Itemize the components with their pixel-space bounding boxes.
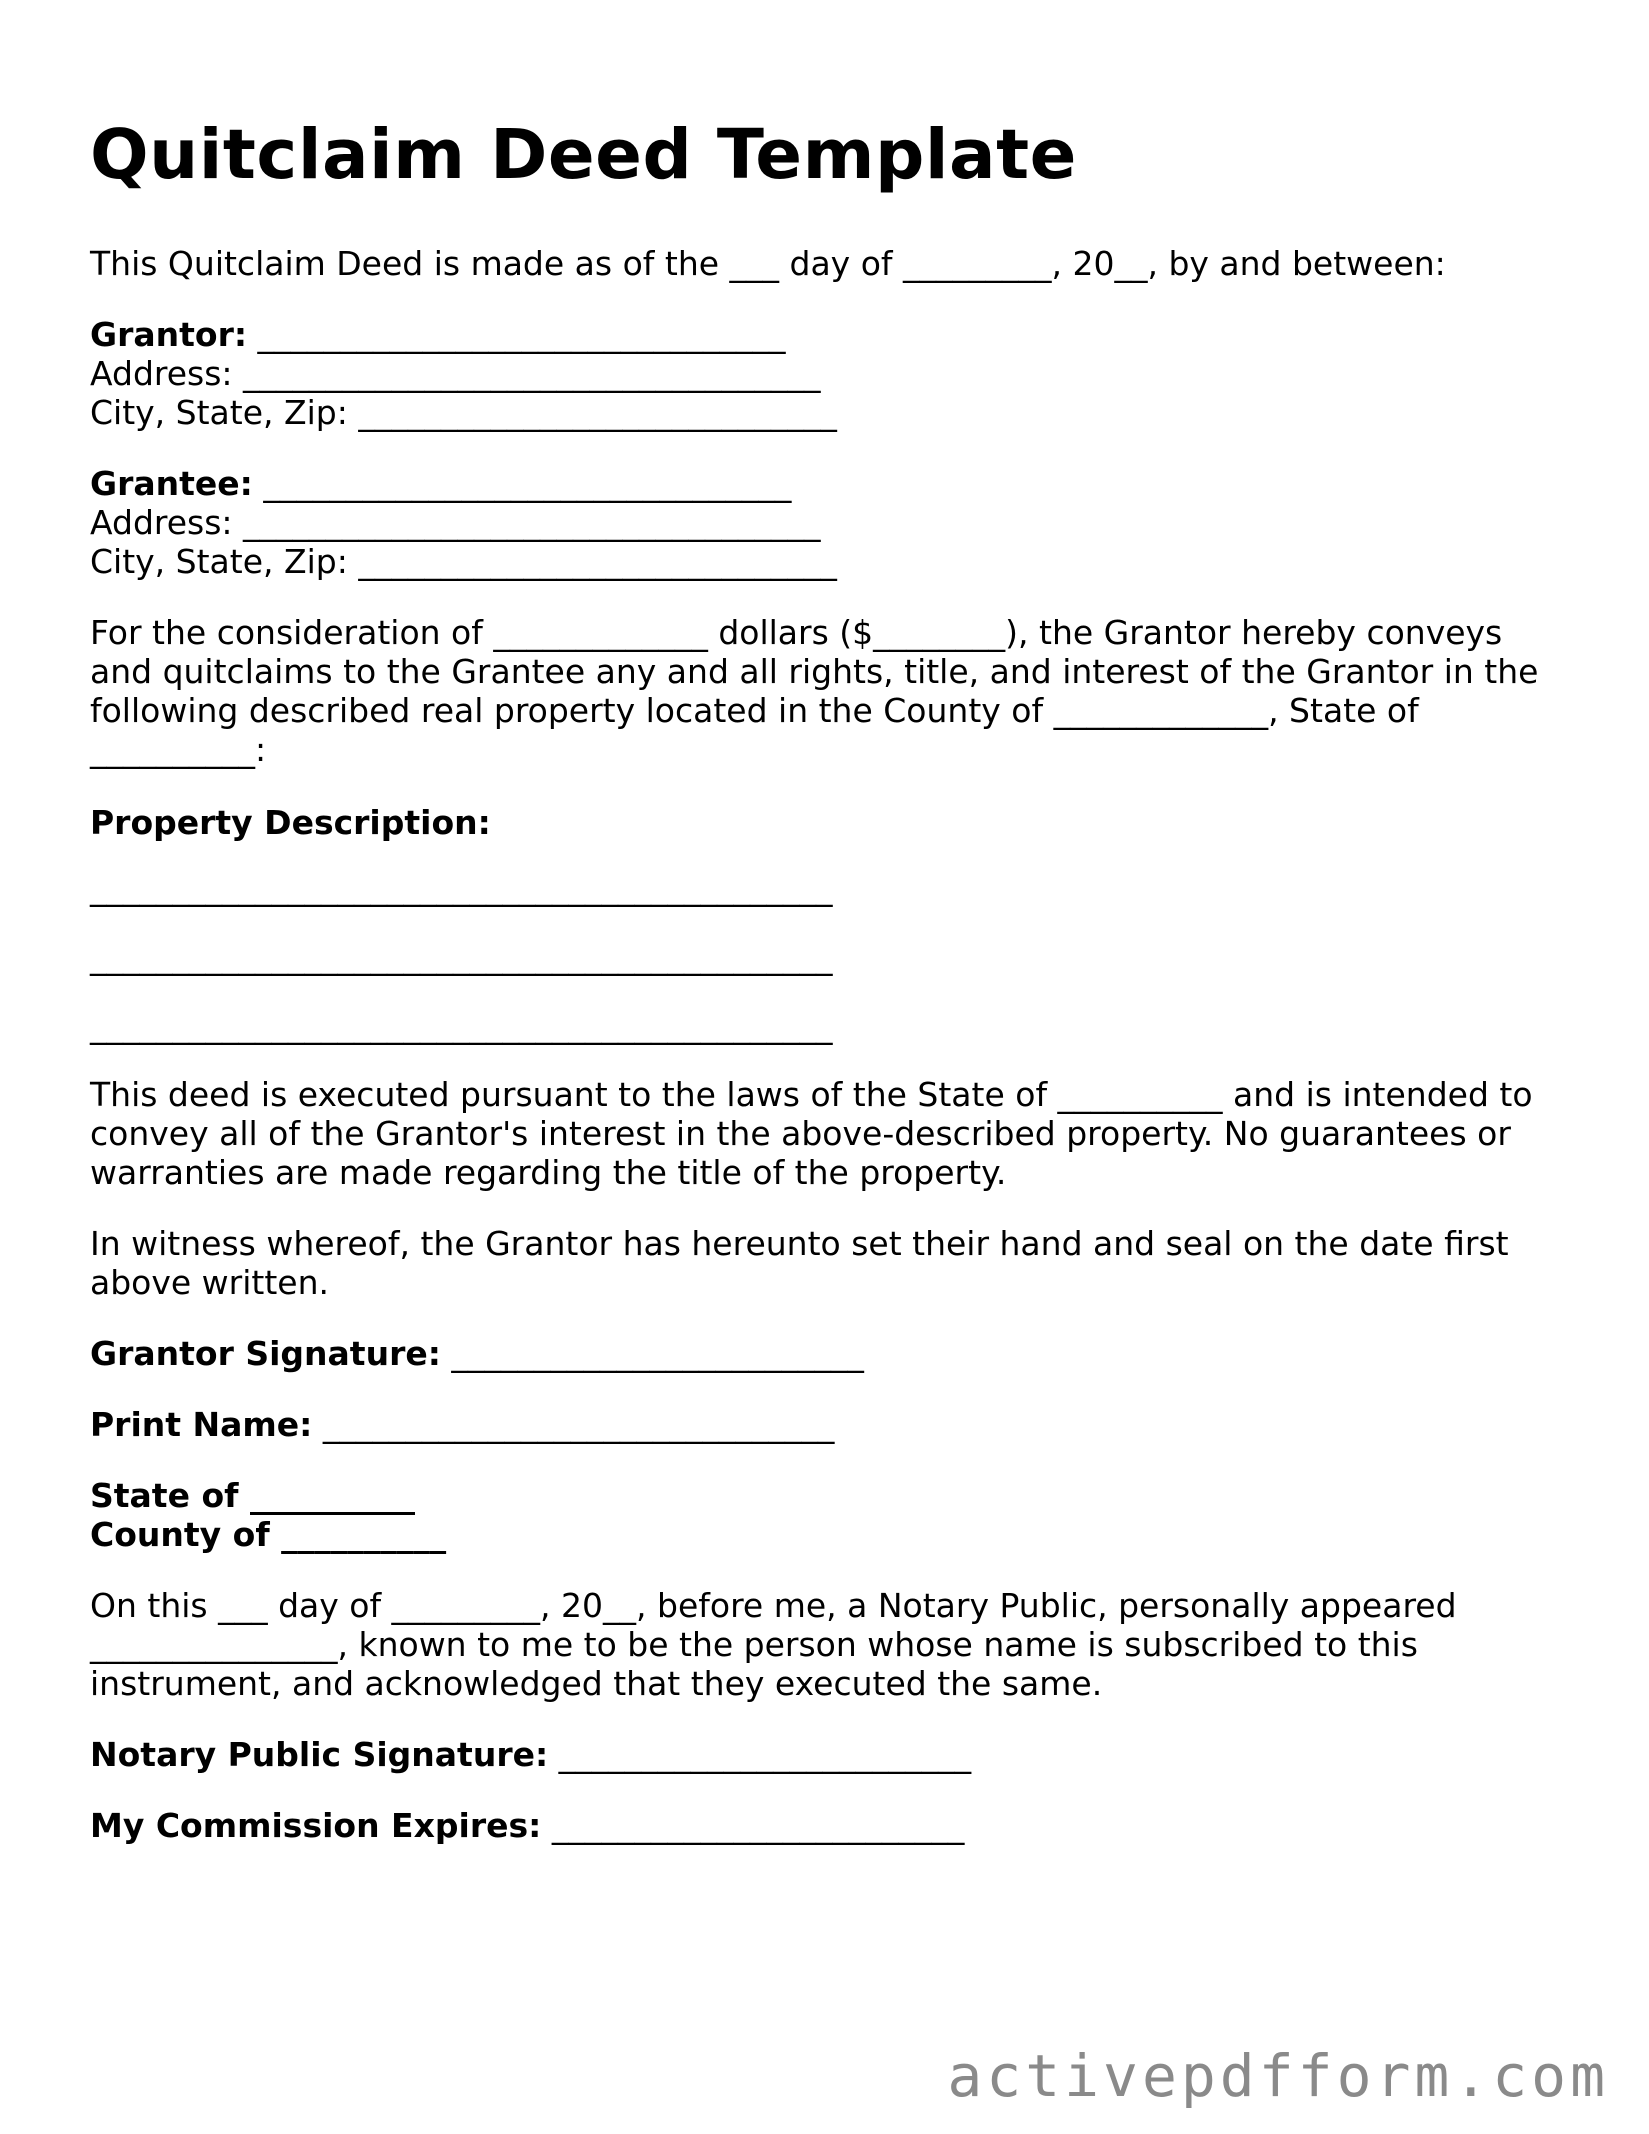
property-description-line-2[interactable]: _____________________________________________ (90, 937, 833, 976)
property-description-heading: Property Description: (90, 803, 491, 842)
notary-signature-blank[interactable]: _________________________ (548, 1735, 972, 1774)
grantor-address-line[interactable]: Address: ___________________________________ (90, 354, 821, 393)
notary-county-label: County of (90, 1515, 270, 1554)
quitclaim-deed-document (90, 110, 1560, 1877)
notary-county-line (90, 1515, 1560, 1554)
commission-expires-label: My Commission Expires: (90, 1806, 542, 1845)
intro-paragraph: This Quitclaim Deed is made as of the ___ day of _________, 20__, by and between: (90, 244, 1446, 283)
property-description-line-3[interactable]: _____________________________________________ (90, 1006, 833, 1045)
grantor-signature-line (90, 1334, 1560, 1373)
acknowledgment-paragraph: On this ___ day of _________, 20__, before me, a Notary Public, personally appeared _______________, known to me to be the person whose name is subscribed to this instrument, and acknowledged that they executed the same. (90, 1586, 1468, 1703)
notary-signature-line (90, 1735, 1560, 1774)
laws-paragraph: This deed is executed pursuant to the laws of the State of __________ and is intended to convey all of the Grantor's interest in the above-described property. No guarantees or warranties are made regarding the title of the property. (90, 1075, 1544, 1192)
commission-expires-line (90, 1806, 1560, 1845)
grantee-name-line (90, 464, 1560, 503)
property-description-lines (90, 868, 1560, 1045)
consideration-paragraph: For the consideration of _____________ dollars ($________), the Grantor hereby conveys and quitclaims to the Grantee any and all rights, title, and interest of the Grantor in the following described real property located in the County of _____________, State of __________: (90, 613, 1549, 769)
witness-paragraph: In witness whereof, the Grantor has hereunto set their hand and seal on the date first above written. (90, 1224, 1520, 1302)
grantor-label: Grantor: (90, 315, 248, 354)
document-title: Quitclaim Deed Template (90, 115, 1077, 195)
grantee-label: Grantee: (90, 464, 253, 503)
print-name-line (90, 1405, 1560, 1444)
notary-signature-label: Notary Public Signature: (90, 1735, 549, 1774)
print-name-blank[interactable]: _______________________________ (312, 1405, 835, 1444)
grantor-section (90, 315, 1560, 432)
notary-venue (90, 1476, 1560, 1554)
grantee-address-line[interactable]: Address: ___________________________________ (90, 503, 821, 542)
property-description-line-1[interactable]: _____________________________________________ (90, 868, 833, 907)
commission-expires-blank[interactable]: _________________________ (541, 1806, 965, 1845)
notary-state-label: State of (90, 1476, 239, 1515)
grantee-name-blank[interactable]: ________________________________ (252, 464, 792, 503)
grantee-section (90, 464, 1560, 581)
grantor-city-state-zip-line[interactable]: City, State, Zip: _____________________________ (90, 393, 837, 432)
grantee-city-state-zip-line[interactable]: City, State, Zip: _____________________________ (90, 542, 837, 581)
grantor-signature-label: Grantor Signature: (90, 1334, 441, 1373)
grantor-name-line (90, 315, 1560, 354)
watermark: activepdfform.com (947, 2042, 1609, 2110)
print-name-label: Print Name: (90, 1405, 313, 1444)
grantor-name-blank[interactable]: ________________________________ (247, 315, 786, 354)
notary-state-blank[interactable]: __________ (238, 1476, 415, 1515)
notary-county-blank[interactable]: __________ (269, 1515, 447, 1554)
notary-state-line (90, 1476, 1560, 1515)
grantor-signature-blank[interactable]: _________________________ (440, 1334, 864, 1373)
